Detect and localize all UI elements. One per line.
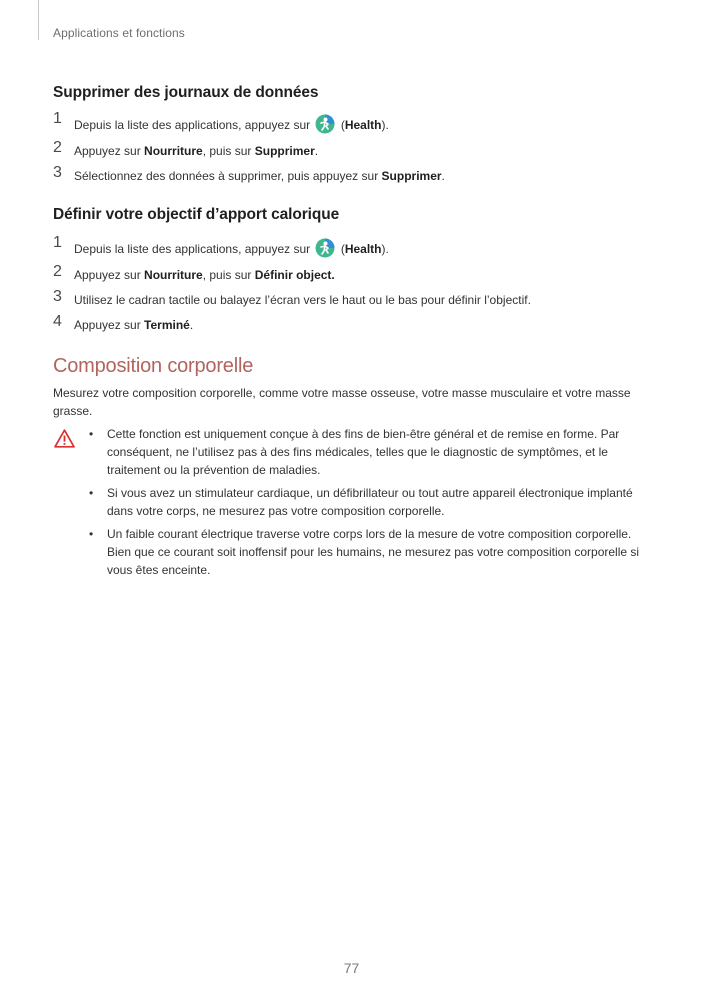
step-bold-health: Health bbox=[344, 242, 382, 256]
step-bold: Nourriture bbox=[144, 144, 203, 158]
step-text: , puis sur bbox=[202, 144, 255, 158]
step-item bbox=[53, 164, 653, 184]
step-item bbox=[53, 234, 653, 258]
caution-block bbox=[53, 425, 653, 579]
step-item bbox=[53, 288, 653, 308]
step-text-open-paren: ( bbox=[340, 118, 345, 132]
step-text: Depuis la liste des applications, appuyez sur bbox=[74, 118, 311, 132]
step-text: , puis sur bbox=[202, 268, 255, 282]
step-text: . bbox=[441, 169, 445, 183]
page-margin-rule bbox=[38, 0, 39, 40]
step-number: 3 bbox=[53, 288, 62, 305]
step-text: Appuyez sur bbox=[74, 318, 145, 332]
step-text-end: ). bbox=[381, 118, 389, 132]
running-head: Applications et fonctions bbox=[53, 26, 185, 40]
health-app-icon bbox=[315, 114, 335, 134]
step-bold: Supprimer bbox=[254, 144, 315, 158]
page-content bbox=[53, 84, 653, 584]
step-item bbox=[53, 110, 653, 134]
step-bold: Terminé bbox=[144, 318, 190, 332]
step-text: Utilisez le cadran tactile ou balayez l’écran vers le haut ou le bas pour définir l’objectif. bbox=[74, 293, 531, 307]
section-title-calorie-goal: Définir votre objectif d’apport calorique bbox=[53, 206, 340, 223]
step-number: 1 bbox=[53, 110, 62, 127]
step-text: Appuyez sur bbox=[74, 268, 145, 282]
health-app-icon bbox=[315, 238, 335, 258]
caution-bullet: • Si vous avez un stimulateur cardiaque, un défibrillateur ou tout autre appareil électronique implanté dans votre corps, ne mesurez pas votre composition corporelle. bbox=[89, 484, 653, 520]
step-number: 2 bbox=[53, 139, 62, 156]
warning-triangle-icon bbox=[54, 429, 75, 448]
step-text-end: ). bbox=[381, 242, 389, 256]
step-bold-health: Health bbox=[344, 118, 382, 132]
step-text: Sélectionnez des données à supprimer, puis appuyez sur bbox=[74, 169, 382, 183]
step-bold: Nourriture bbox=[144, 268, 203, 282]
step-text: Appuyez sur bbox=[74, 144, 145, 158]
step-item bbox=[53, 139, 653, 159]
section-title-delete-logs: Supprimer des journaux de données bbox=[53, 84, 319, 101]
page-number: 77 bbox=[343, 960, 360, 976]
caution-bullet: • Cette fonction est uniquement conçue à des fins de bien-être général et de remise en forme. Par conséquent, ne l’utilisez pas à des fins médicales, telles que le diagnostic de symptômes, et le traitement ou la prévention de maladies. bbox=[89, 425, 653, 479]
step-text: Depuis la liste des applications, appuyez sur bbox=[74, 242, 311, 256]
step-bold: Supprimer bbox=[381, 169, 442, 183]
chapter-title: Composition corporelle bbox=[53, 355, 254, 377]
step-number: 3 bbox=[53, 164, 62, 181]
step-number: 4 bbox=[53, 313, 62, 330]
caution-bullet: • Un faible courant électrique traverse votre corps lors de la mesure de votre composition corporelle. Bien que ce courant soit inoffensif pour les humains, ne mesurez pas votre composition corporelle si vous êtes enceinte. bbox=[89, 525, 653, 579]
step-text: . bbox=[189, 318, 194, 332]
chapter-intro: Mesurez votre composition corporelle, comme votre masse osseuse, votre masse musculaire et votre masse grasse. bbox=[53, 386, 631, 418]
step-text-open-paren: ( bbox=[340, 242, 345, 256]
step-number: 1 bbox=[53, 234, 62, 251]
step-item bbox=[53, 263, 653, 283]
step-text: . bbox=[314, 144, 319, 158]
step-bold: Définir object. bbox=[254, 268, 335, 282]
step-item bbox=[53, 313, 653, 333]
step-number: 2 bbox=[53, 263, 62, 280]
